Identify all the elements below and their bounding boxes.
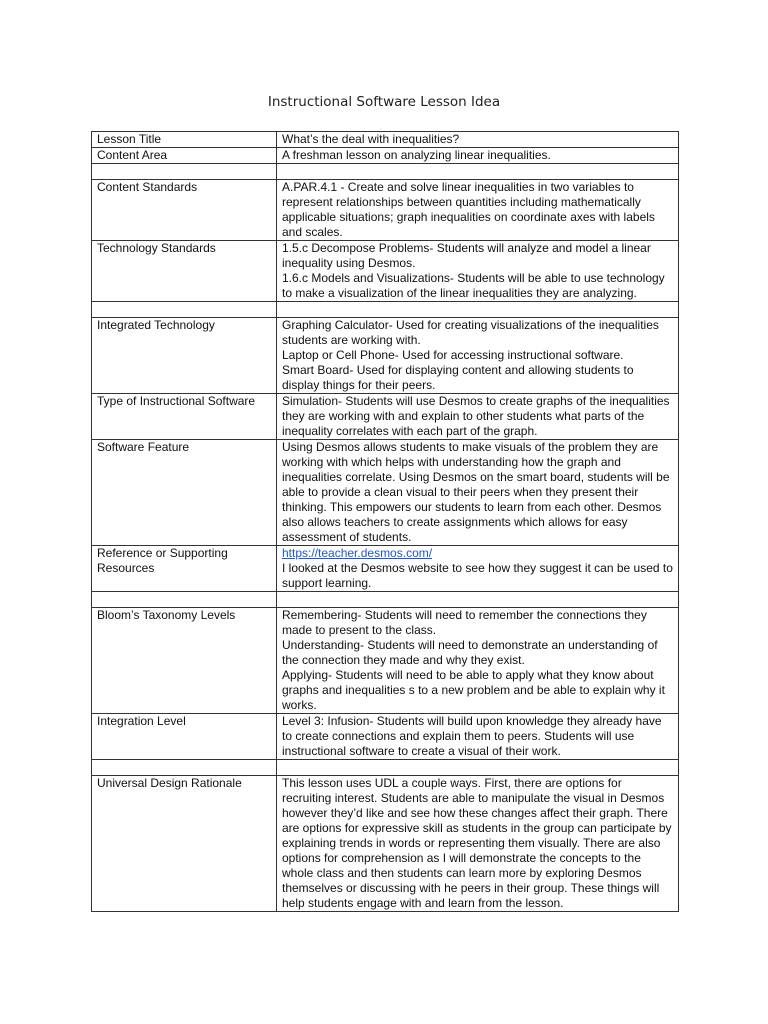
row-value [277,440,679,546]
value-paragraph: What’s the deal with inequalities? [282,132,460,146]
table-row [92,241,679,302]
spacer-cell [92,760,277,776]
row-label: Universal Design Rationale [92,776,277,912]
row-value [277,394,679,440]
document-title: Instructional Software Lesson Idea [267,94,501,110]
value-paragraph: Remembering- Students will need to remember the connections they made to present to the class. [282,608,647,637]
row-label: Content Area [92,148,277,164]
row-value [277,241,679,302]
value-paragraph: A freshman lesson on analyzing linear inequalities. [282,148,551,162]
value-paragraph: Simulation- Students will use Desmos to create graphs of the inequalities they are working with and explain to other students what parts of the inequality correlates with each part of the graph. [282,394,670,438]
row-label: Integrated Technology [92,318,277,394]
table-row [92,440,679,546]
row-label: Technology Standards [92,241,277,302]
row-value [277,714,679,760]
reference-link[interactable]: https://teacher.desmos.com/ [282,546,433,560]
spacer-cell [92,592,277,608]
row-label: Integration Level [92,714,277,760]
spacer-row [92,302,679,318]
spacer-row [92,760,679,776]
row-value [277,132,679,148]
spacer-cell [92,164,277,180]
row-label: Content Standards [92,180,277,241]
value-paragraph: Level 3: Infusion- Students will build upon knowledge they already have to create connections and explain them to peers. Students will use instructional software to create a visual of their work. [282,714,662,758]
table-row [92,132,679,148]
spacer-cell [277,592,679,608]
value-paragraph: Applying- Students will need to be able to apply what they know about graphs and inequalities s to a new problem and be able to explain why it works. [282,668,665,712]
table-row [92,776,679,912]
spacer-cell [277,302,679,318]
row-value [277,148,679,164]
spacer-row [92,592,679,608]
value-paragraph: 1.6.c Models and Visualizations- Students will be able to use technology to make a visualization of the linear inequalities they are analyzing. [282,271,665,300]
value-paragraph: I looked at the Desmos website to see how they suggest it can be used to support learning. [282,561,673,590]
row-value [277,546,679,592]
table-row [92,608,679,714]
value-paragraph: Using Desmos allows students to make visuals of the problem they are working with which helps with understanding how the graph and inequalities correlate. Using Desmos on the smart board, students will be able to provide a clean visual to their peers when they present their thinking. This empowers our students to learn from each other. Desmos also allows teachers to create assignments which allows for easy assessment of students. [282,440,670,544]
spacer-cell [277,760,679,776]
table-row [92,546,679,592]
spacer-cell [92,302,277,318]
value-paragraph: Laptop or Cell Phone- Used for accessing instructional software. [282,348,624,362]
lesson-table-body [92,132,679,912]
value-paragraph: Understanding- Students will need to demonstrate an understanding of the connection they made and why they exist. [282,638,658,667]
value-paragraph: This lesson uses UDL a couple ways. First, there are options for recruiting interest. Students are able to manipulate the visual in Desmos however they’d like and see how these changes affect their graph. There are options for expressive skill as students in the group can participate by explaining trends in words or representing them visually. There are also options for comprehension as I will demonstrate the concepts to the whole class and then students can learn more by exploring Desmos themselves or discussing with he peers in their group. These things will help students engage with and learn from the lesson. [282,776,672,910]
spacer-cell [277,164,679,180]
row-label: Bloom’s Taxonomy Levels [92,608,277,714]
spacer-row [92,164,679,180]
row-label: Reference or Supporting Resources [92,546,277,592]
row-value [277,180,679,241]
row-value [277,608,679,714]
value-paragraph: Graphing Calculator- Used for creating visualizations of the inequalities students are working with. [282,318,659,347]
row-value [277,318,679,394]
row-label: Software Feature [92,440,277,546]
lesson-table [91,131,679,912]
row-label: Type of Instructional Software [92,394,277,440]
row-label: Lesson Title [92,132,277,148]
table-row [92,148,679,164]
value-paragraph: 1.5.c Decompose Problems- Students will analyze and model a linear inequality using Desmos. [282,241,651,270]
value-paragraph: A.PAR.4.1 - Create and solve linear inequalities in two variables to represent relationships between quantities including mathematically applicable situations; graph inequalities on coordinate axes with labels and scales. [282,180,655,239]
value-paragraph: Smart Board- Used for displaying content and allowing students to display things for their peers. [282,363,634,392]
table-row [92,394,679,440]
table-row [92,714,679,760]
table-row [92,318,679,394]
table-row [92,180,679,241]
row-value [277,776,679,912]
